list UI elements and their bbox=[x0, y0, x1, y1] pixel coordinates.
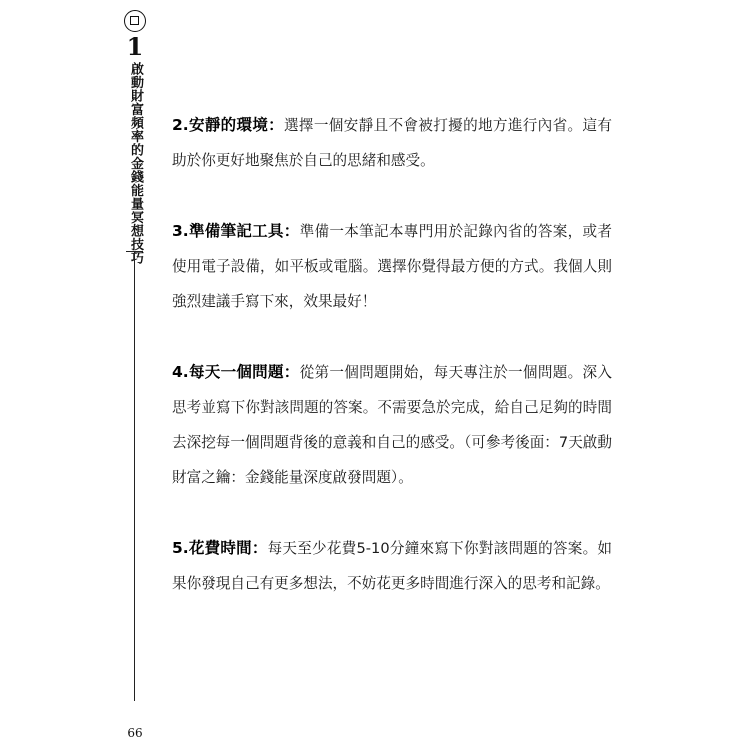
list-item bbox=[172, 108, 612, 178]
chapter-number: 1 bbox=[126, 32, 144, 61]
item-heading: 3.準備筆記工具： bbox=[172, 222, 300, 240]
item-heading: 2.安靜的環境： bbox=[172, 116, 284, 134]
item-heading: 4.每天一個問題： bbox=[172, 363, 300, 381]
rail-vertical-divider bbox=[134, 251, 135, 701]
item-text: 從第一個問題開始，每天專注於一個問題。深入思考並寫下你對該問題的答案。不需要急於完成，給自己足夠的時間去深挖每一個問題背後的意義和自己的感受。（可參考後面：7天啟動財富之鑰：金錢能量深度啟發問題）。 bbox=[172, 364, 612, 486]
list-item bbox=[172, 355, 612, 495]
page-number: 66 bbox=[127, 726, 143, 740]
circle-square-icon bbox=[124, 10, 146, 32]
item-heading: 5.花費時間： bbox=[172, 539, 268, 557]
list-item bbox=[172, 214, 612, 319]
main-text-column bbox=[172, 108, 612, 637]
item-text: 每天至少花費5-10分鐘來寫下你對該問題的答案。如果你發現自己有更多想法，不妨花更多時間進行深入的思考和記錄。 bbox=[172, 540, 612, 592]
list-item bbox=[172, 531, 612, 601]
item-text: 選擇一個安靜且不會被打擾的地方進行內省。這有助於你更好地聚焦於自己的思緒和感受。 bbox=[172, 117, 612, 169]
chapter-title: 啟動財富頻率的金錢能量冥想技巧 bbox=[128, 62, 143, 265]
item-text: 準備一本筆記本專門用於記錄內省的答案，或者使用電子設備，如平板或電腦。選擇你覺得最方便的方式。我個人則強烈建議手寫下來，效果最好！ bbox=[172, 223, 612, 310]
chapter-rail bbox=[118, 8, 158, 748]
